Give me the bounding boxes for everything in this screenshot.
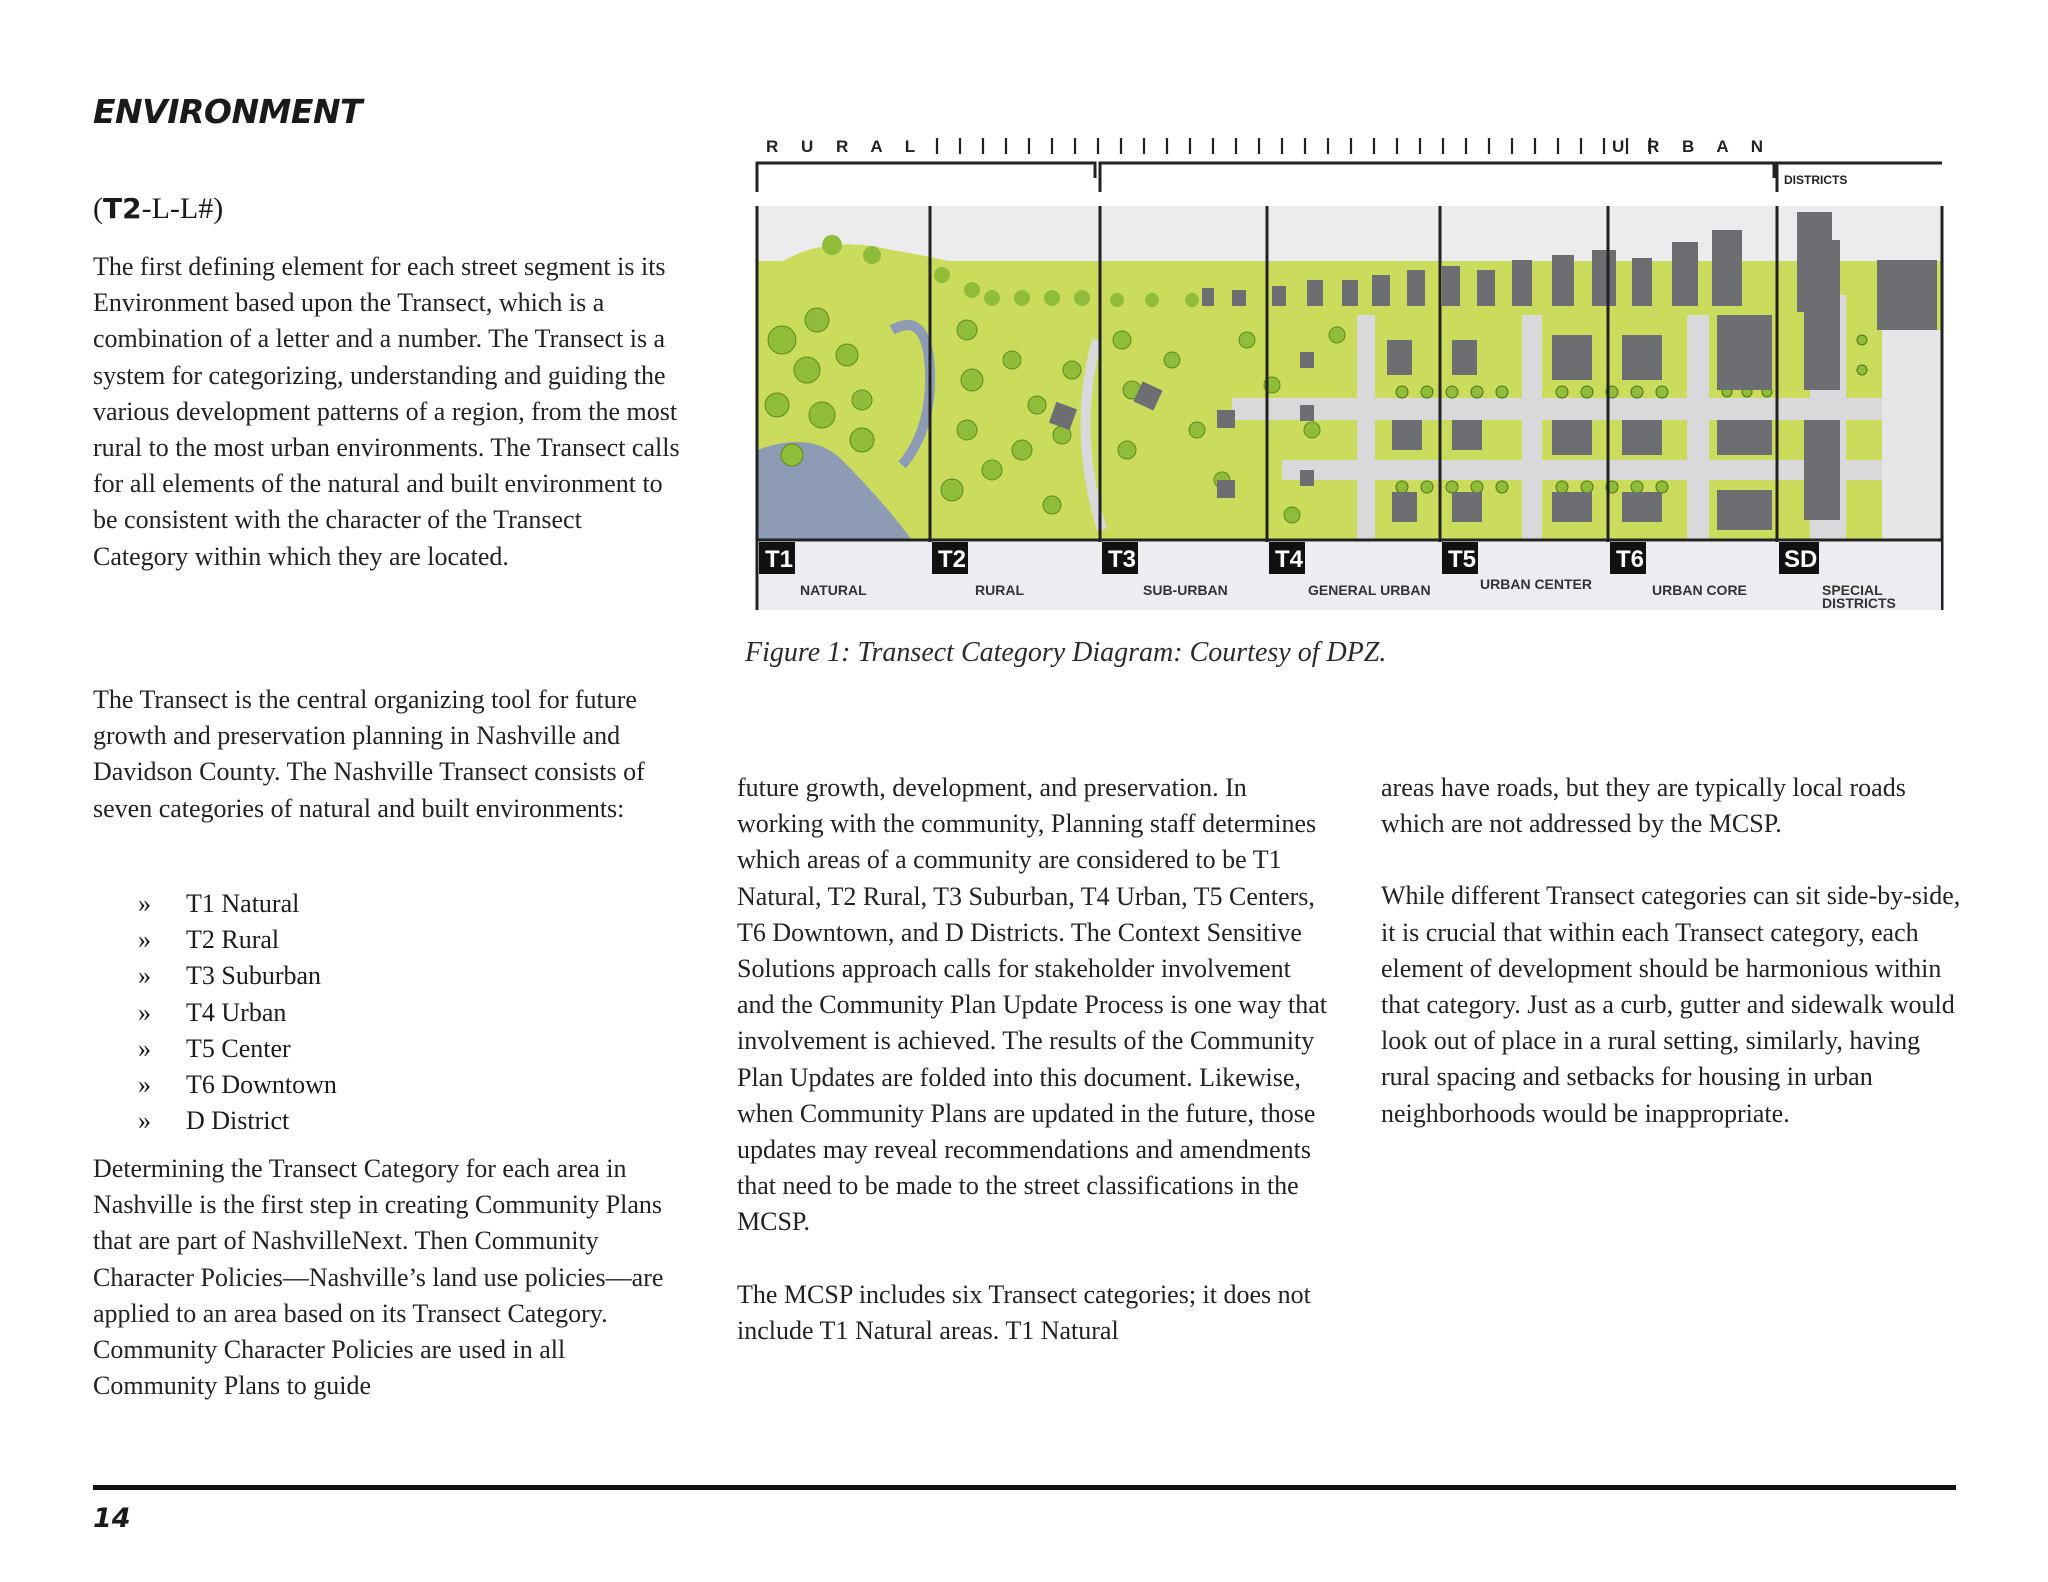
- zone-name: RURAL: [975, 582, 1024, 598]
- paragraph-spacer: [1381, 842, 1971, 878]
- paragraph-spacer: [737, 1241, 1327, 1277]
- zone-name: GENERAL URBAN: [1308, 582, 1431, 598]
- bullet-icon: »: [138, 1069, 151, 1099]
- paragraph-growth: future growth, development, and preservation. In working with the community, Planning staff determines which areas of a community are considered to be T1 Natural, T2 Rural, T3 Suburban, T4 Urban, T5 Centers, T6 Downtown, and D Districts. The Context Sensitive Solutions approach calls for stakeholder involvement and the Community Plan Update Process is one way that involvement is achieved. The results of the Community Plan Updates are folded into this document. Likewise, when Community Plans are updated in the future, those updates may reveal recommendations and amendments that need to be made to the street classifications in the MCSP.: [737, 773, 1327, 1237]
- list-item: [93, 922, 337, 958]
- list-item-label: T5 Center: [186, 1033, 291, 1063]
- list-item-label: T3 Suburban: [186, 961, 322, 991]
- zone-name: SUB-URBAN: [1143, 582, 1228, 598]
- list-item-label: T2 Rural: [186, 925, 280, 955]
- list-item-label: T6 Downtown: [186, 1069, 337, 1099]
- list-item-label: T1 Natural: [186, 889, 300, 918]
- zone-code: SD: [1784, 546, 1818, 573]
- zone-code: T2: [938, 546, 967, 573]
- paragraph-column-3: [1381, 770, 1971, 1132]
- bullet-icon: »: [138, 889, 151, 918]
- list-item: [93, 995, 337, 1031]
- list-item: [93, 1103, 337, 1139]
- list-item-label: T4 Urban: [186, 997, 287, 1027]
- code-rest: -L-L#): [141, 192, 224, 225]
- page-number: 14: [93, 1503, 131, 1534]
- figure-caption: Figure 1: Transect Category Diagram: Courtesy of DPZ.: [745, 637, 1387, 668]
- category-brackets: [757, 163, 1942, 192]
- zone-code: T1: [765, 546, 794, 573]
- street-code: [93, 192, 223, 226]
- paragraph-mcsp: The MCSP includes six Transect categories; it does not include T1 Natural areas. T1 Natural: [737, 1279, 1311, 1345]
- section-heading: ENVIRONMENT: [93, 92, 363, 131]
- code-open: (: [93, 192, 103, 225]
- footer-rule: [93, 1485, 1956, 1490]
- bullet-icon: »: [138, 997, 151, 1027]
- urban-label: U R B A N: [1612, 137, 1773, 156]
- gradient-tick-marks: [937, 138, 1650, 154]
- zone-name: URBAN CORE: [1652, 582, 1747, 598]
- zone-name-line2: DISTRICTS: [1822, 595, 1896, 611]
- districts-label: DISTRICTS: [1784, 173, 1848, 187]
- paragraph-harmonious: While different Transect categories can sit side-by-side, it is crucial that within each Transect category, each element of development should be harmonious within that category. Just as a curb, gutter and sidewalk would look out of place in a rural setting, similarly, having rural spacing and setbacks for housing in urban neighborhoods would be inappropriate.: [1381, 881, 1961, 1128]
- transect-list: [93, 886, 337, 1139]
- paragraph-roads: areas have roads, but they are typically local roads which are not addressed by the MCSP.: [1381, 773, 1906, 839]
- zone-code: T4: [1275, 546, 1304, 573]
- zone-code: T5: [1448, 546, 1477, 573]
- paragraph-column-2: [737, 770, 1327, 1349]
- bullet-icon: »: [138, 1033, 151, 1063]
- zone-code: T6: [1616, 546, 1645, 573]
- list-item: [93, 1067, 337, 1103]
- zone-name: SPECIAL: [1822, 582, 1883, 598]
- paragraph-determining: Determining the Transect Category for each area in Nashville is the first step in creating Community Plans that are part of NashvilleNext. Then Community Character Policies—Nashville’s land use policies—are applied to an area based on its Transect Category. Community Character Policies are used in all Community Plans to guide: [93, 1154, 664, 1401]
- zone-name: NATURAL: [800, 582, 867, 598]
- rural-label: R U R A L: [766, 137, 925, 156]
- paragraph-transect: The Transect is the central organizing tool for future growth and preservation planning in Nashville and Davidson County. The Nashville Transect consists of seven categories of natural and built environments:: [93, 685, 645, 823]
- transect-diagram: [752, 130, 1946, 620]
- zone-name: URBAN CENTER: [1480, 576, 1592, 592]
- zone-code: T3: [1108, 546, 1137, 573]
- list-item: [93, 886, 337, 922]
- bullet-icon: »: [138, 1106, 151, 1136]
- list-item: [93, 1031, 337, 1067]
- bullet-icon: »: [138, 925, 151, 955]
- diagram-sky: [757, 206, 1942, 261]
- paragraph-intro: The first defining element for each street segment is its Environment based upon the Transect, which is a combination of a letter and a number. The Transect is a system for categorizing, understanding and guiding the various development patterns of a region, from the most rural to the most urban environments. The Transect calls for all elements of the natural and built environment to be consistent with the character of the Transect Category within which they are located.: [93, 252, 680, 571]
- list-item: [93, 958, 337, 994]
- list-item-label: D District: [186, 1106, 290, 1136]
- bullet-icon: »: [138, 961, 151, 991]
- code-bold: T2: [103, 192, 142, 225]
